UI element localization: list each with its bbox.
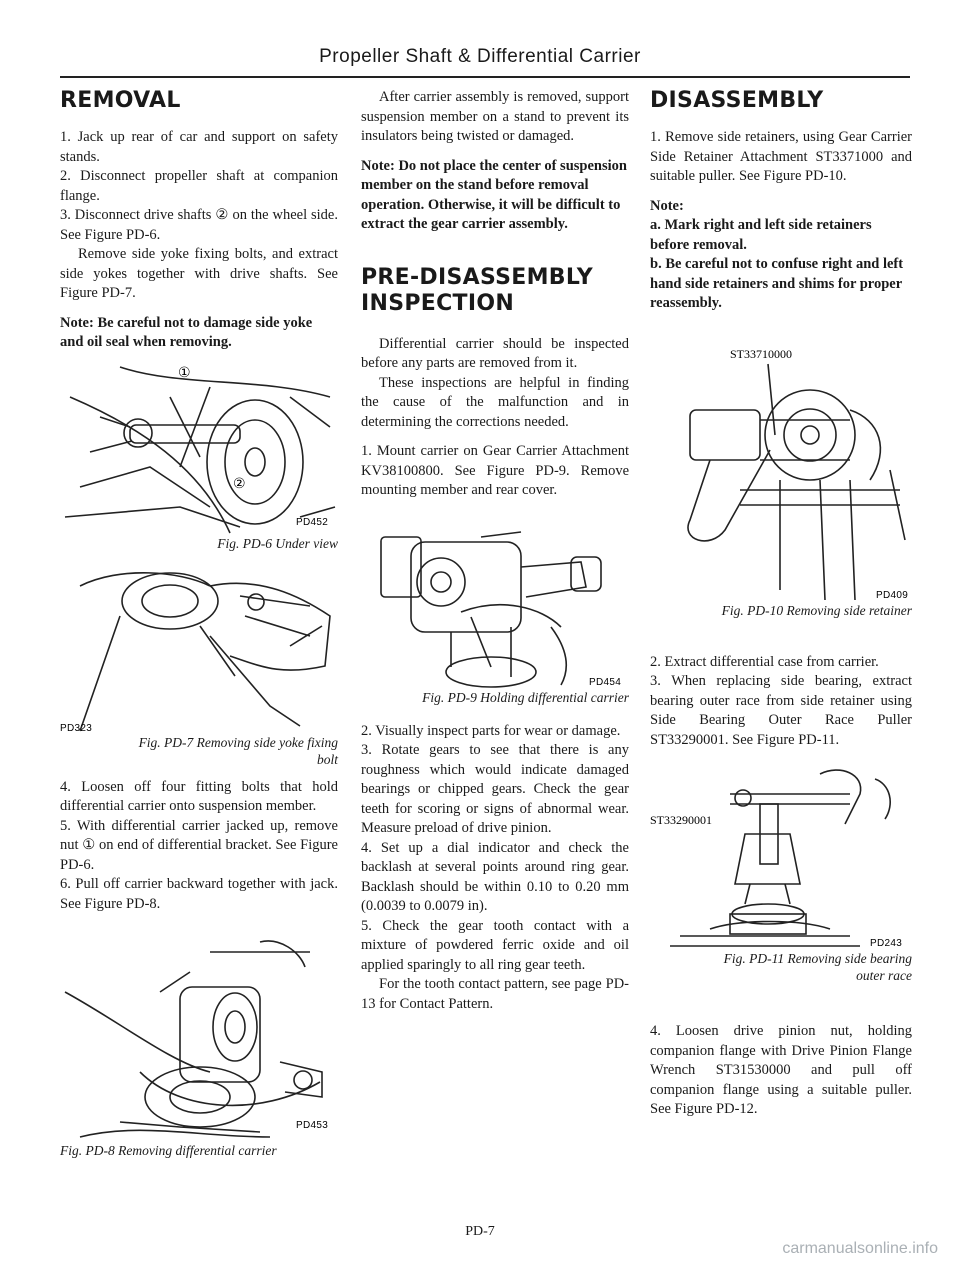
- figure-code: PD454: [589, 676, 622, 688]
- under-view-illustration: [60, 357, 338, 535]
- inspection-paragraph-1: Differential carrier should be inspected before any parts are removed from it.: [361, 335, 629, 371]
- inspection-paragraph-2: These inspections are helpful in finding the cause of the malfunction and in determining the corrections needed.: [361, 374, 629, 430]
- figure-caption-pd11: Fig. PD-11 Removing side bearing outer race: [723, 951, 912, 983]
- differential-carrier-illustration: [60, 932, 338, 1142]
- holding-carrier-illustration: [361, 517, 629, 689]
- step-3-cont: Remove side yoke fixing bolts, and extract side yokes together with drive shafts. See Figure PD-7.: [60, 246, 338, 301]
- disassembly-step-1: 1. Remove side retainers, using Gear Carrier Side Retainer Attachment ST3371000 and suitable puller. See Figure PD-10.: [650, 129, 912, 184]
- intro-paragraph: After carrier assembly is removed, support suspension member on a stand to prevent its insulators being twisted or damaged.: [361, 89, 629, 144]
- figure-code: PD323: [60, 722, 93, 734]
- disassembly-step-4: 4. Loosen drive pinion nut, holding companion flange with Drive Pinion Flange Wrench ST31530000 and pull off companion flange using a suitable puller. See Figure PD-12.: [650, 1023, 912, 1117]
- tool-label: ST33290001: [650, 813, 713, 827]
- figure-pd9: [361, 517, 629, 689]
- step-6: 6. Pull off carrier backward together with jack. See Figure PD-8.: [60, 876, 338, 912]
- note-retainers: Note: a. Mark right and left side retainers before removal. b. Be careful not to confuse right and left hand side retainers and shims for proper reassembly.: [650, 197, 904, 311]
- inspection-step-1: 1. Mount carrier on Gear Carrier Attachment KV38100800. See Figure PD-9. Remove mounting member and rear cover.: [361, 443, 629, 498]
- callout-1: ①: [178, 364, 191, 381]
- column-inspection: [361, 88, 629, 1014]
- figure-pd6: [60, 357, 338, 535]
- inspection-step-2: 2. Visually inspect parts for wear or damage.: [361, 722, 621, 739]
- section-title-disassembly: DISASSEMBLY: [650, 88, 824, 113]
- header-rule: [60, 76, 910, 78]
- page-header: Propeller Shaft & Differential Carrier: [319, 46, 641, 67]
- page-number: PD-7: [465, 1224, 495, 1239]
- figure-code: PD409: [876, 589, 909, 601]
- watermark: carmanualsonline.info: [782, 1240, 938, 1257]
- figure-code: PD243: [870, 938, 903, 949]
- figure-pd8: [60, 932, 338, 1142]
- side-retainer-illustration: [650, 340, 912, 640]
- disassembly-step-2: 2. Extract differential case from carrier.: [650, 653, 879, 670]
- figure-pd11: [650, 764, 912, 950]
- inspection-step-3: 3. Rotate gears to see that there is any roughness which would indicate damaged bearings or chipped gears. Check the gear teeth for scoring or signs of abnormal wear. Measure preload of drive pinion.: [361, 742, 629, 836]
- step-4: 4. Loosen off four fitting bolts that hold differential carrier onto suspension member.: [60, 778, 338, 814]
- note-suspension: Note: Do not place the center of suspension member on the stand before removal operation. Otherwise, it will be difficult to extract the gear carrier assembly.: [361, 157, 627, 232]
- column-removal: [60, 88, 338, 1159]
- step-5: 5. With differential carrier jacked up, remove nut ① on end of differential bracket. See Figure PD-6.: [60, 817, 338, 873]
- inspection-step-5: 5. Check the gear tooth contact with a mixture of powdered ferric oxide and oil applied sparingly to all ring gear teeth.: [361, 917, 629, 973]
- figure-caption-pd10: Fig. PD-10 Removing side retainer: [721, 602, 912, 618]
- note-removal: Note: Be careful not to damage side yoke and oil seal when removing.: [60, 314, 313, 350]
- column-disassembly: [650, 88, 912, 1120]
- disassembly-step-3: 3. When replacing side bearing, extract bearing outer race from side retainer using Side Bearing Outer Race Puller ST33290001. See Figure PD-11.: [650, 673, 912, 748]
- side-yoke-illustration: [60, 556, 338, 734]
- section-title-removal: REMOVAL: [60, 88, 181, 113]
- callout-2: ②: [233, 475, 246, 492]
- contact-pattern-ref: For the tooth contact pattern, see page PD-13 for Contact Pattern.: [361, 976, 629, 1012]
- step-1: 1. Jack up rear of car and support on safety stands.: [60, 129, 338, 165]
- figure-caption-pd6: Fig. PD-6 Under view: [217, 535, 338, 551]
- figure-pd7: [60, 556, 338, 734]
- figure-caption-pd9: Fig. PD-9 Holding differential carrier: [422, 689, 629, 705]
- side-bearing-puller-illustration: [650, 764, 912, 950]
- tool-label: ST33710000: [730, 346, 793, 361]
- section-title-pre-disassembly: PRE-DISASSEMBLY INSPECTION: [361, 264, 593, 316]
- figure-caption-pd8: Fig. PD-8 Removing differential carrier: [60, 1143, 277, 1158]
- inspection-step-4: 4. Set up a dial indicator and check the backlash at several points around ring gear. Backlash should be within 0.10 to 0.20 mm (0.0039 to 0.0079 in).: [361, 839, 629, 914]
- figure-pd10: [650, 340, 912, 640]
- figure-code: PD452: [296, 516, 329, 528]
- figure-caption-pd7: Fig. PD-7 Removing side yoke fixing bolt: [138, 734, 338, 767]
- step-2: 2. Disconnect propeller shaft at companion flange.: [60, 168, 338, 204]
- figure-code: PD453: [296, 1120, 329, 1131]
- step-3: 3. Disconnect drive shafts ② on the wheel side. See Figure PD-6.: [60, 207, 338, 243]
